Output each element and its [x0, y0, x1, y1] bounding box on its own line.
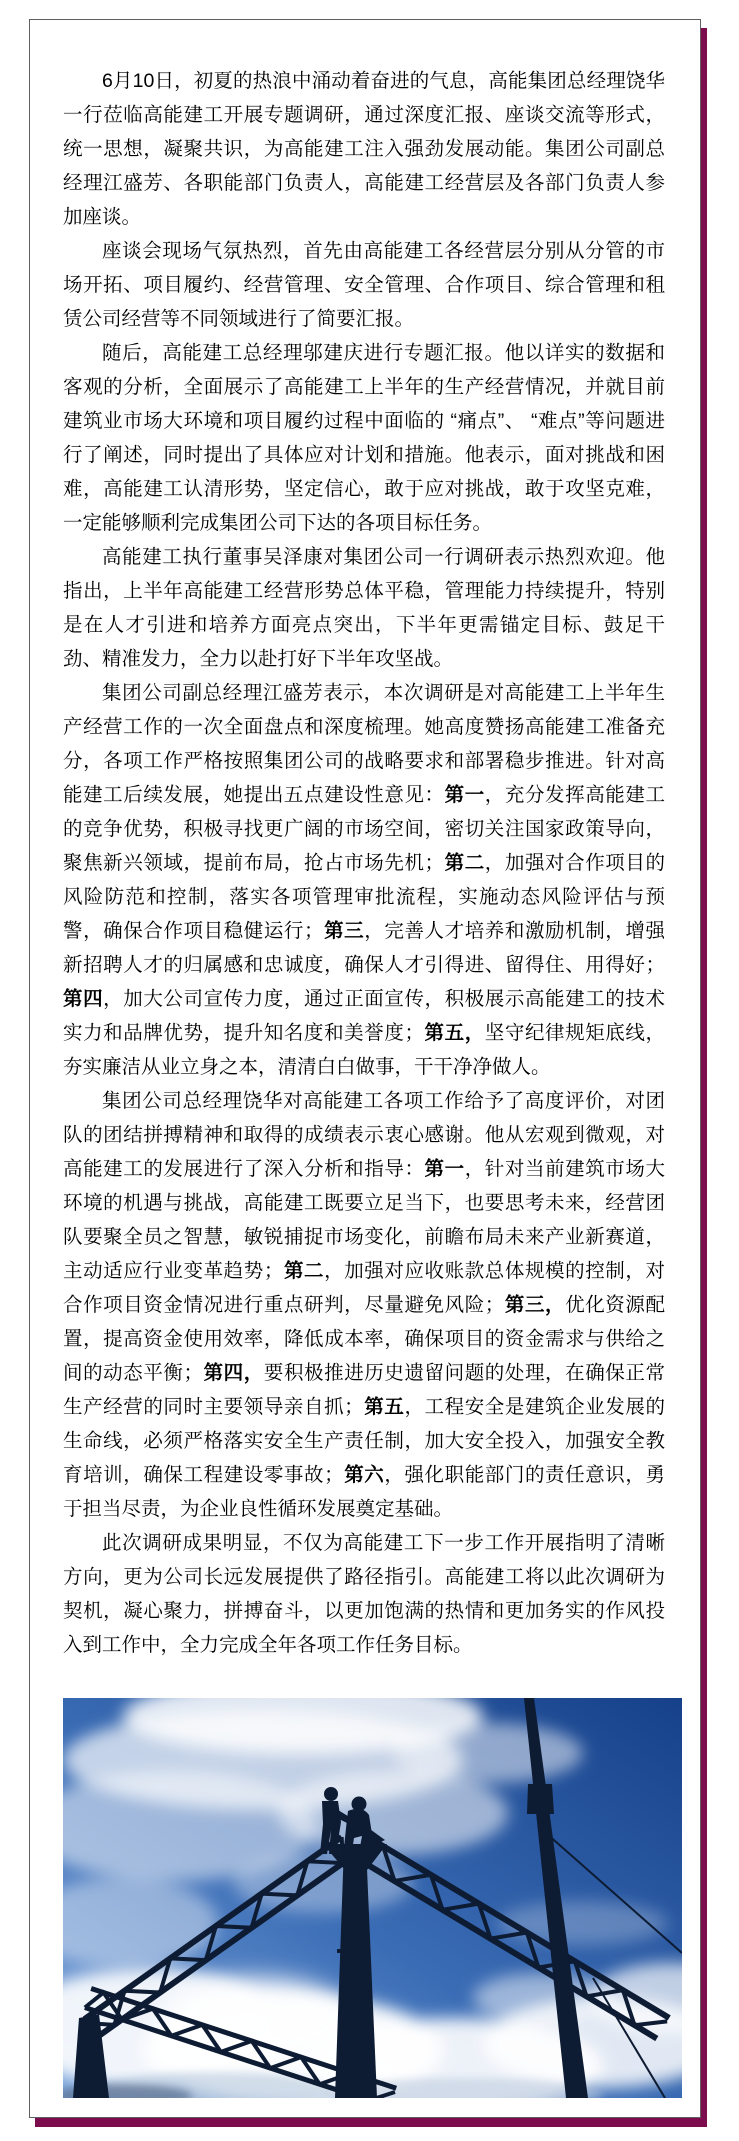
construction-photo [63, 1698, 682, 2098]
paragraph: 此次调研成果明显，不仅为高能建工下一步工作开展指明了清晰方向，更为公司长远发展提供了路径指引。高能建工将以此次调研为契机，凝心聚力，拼搏奋斗，以更加饱满的热情和更加务实的作风投入到工作中，全力完成全年各项工作任务目标。 [63, 1532, 665, 1656]
paragraph: 高能建工执行董事吴泽康对集团公司一行调研表示热烈欢迎。他指出，上半年高能建工经营形势总体平稳，管理能力持续提升，特别是在人才引进和培养方面亮点突出，下半年更需锚定目标、鼓足干劲、精准发力，全力以赴打好下半年攻坚战。 [63, 546, 665, 670]
paragraph: 集团公司总经理饶华对高能建工各项工作给予了高度评价，对团队的团结拼搏精神和取得的成绩表示衷心感谢。他从宏观到微观，对高能建工的发展进行了深入分析和指导：第一，针对当前建筑市场大环境的机遇与挑战，高能建工既要立足当下，也要思考未来，经营团队要聚全员之智慧，敏锐捕捉市场变化，前瞻布局未来产业新赛道，主动适应行业变革趋势；第二，加强对应收账款总体规模的控制，对合作项目资金情况进行重点研判，尽量避免风险；第三，优化资源配置，提高资金使用效率，降低成本率，确保项目的资金需求与供给之间的动态平衡；第四，要积极推进历史遗留问题的处理，在确保正常生产经营的同时主要领导亲自抓；第五，工程安全是建筑企业发展的生命线，必须严格落实安全生产责任制，加大安全投入，加强安全教育培训，确保工程建设零事故；第六，强化职能部门的责任意识，勇于担当尽责，为企业良性循环发展奠定基础。 [63, 1090, 665, 1520]
paragraph: 集团公司副总经理江盛芳表示，本次调研是对高能建工上半年生产经营工作的一次全面盘点和深度梳理。她高度赞扬高能建工准备充分，各项工作严格按照集团公司的战略要求和部署稳步推进。针对高能建工后续发展，她提出五点建设性意见：第一，充分发挥高能建工的竞争优势，积极寻找更广阔的市场空间，密切关注国家政策导向，聚焦新兴领域，提前布局，抢占市场先机；第二，加强对合作项目的风险防范和控制，落实各项管理审批流程，实施动态风险评估与预警，确保合作项目稳健运行；第三，完善人才培养和激励机制，增强新招聘人才的归属感和忠诚度，确保人才引得进、留得住、用得好；第四，加大公司宣传力度，通过正面宣传，积极展示高能建工的技术实力和品牌优势，提升知名度和美誉度；第五，坚守纪律规矩底线，夯实廉洁从业立身之本，清清白白做事，干干净净做人。 [63, 682, 665, 1078]
paragraph: 随后，高能建工总经理邬建庆进行专题汇报。他以详实的数据和客观的分析，全面展示了高能建工上半年的生产经营情况，并就目前建筑业市场大环境和项目履约过程中面临的 “痛点”、 “难点”等问题进行了阐述，同时提出了具体应对计划和措施。他表示，面对挑战和困难，高能建工认清形势，坚定信心，敢于应对挑战，敢于攻坚克难，一定能够顺利完成集团公司下达的各项目标任务。 [63, 342, 665, 534]
article-body [63, 64, 665, 1662]
paragraph: 6月10日，初夏的热浪中涌动着奋进的气息，高能集团总经理饶华一行莅临高能建工开展专题调研，通过深度汇报、座谈交流等形式，统一思想，凝聚共识，为高能建工注入强劲发展动能。集团公司副总经理江盛芳、各职能部门负责人，高能建工经营层及各部门负责人参加座谈。 [63, 70, 665, 228]
article-frame [29, 19, 701, 2118]
paragraph: 座谈会现场气氛热烈，首先由高能建工各经营层分别从分管的市场开拓、项目履约、经营管理、安全管理、合作项目、综合管理和租赁公司经营等不同领域进行了简要汇报。 [63, 240, 665, 330]
